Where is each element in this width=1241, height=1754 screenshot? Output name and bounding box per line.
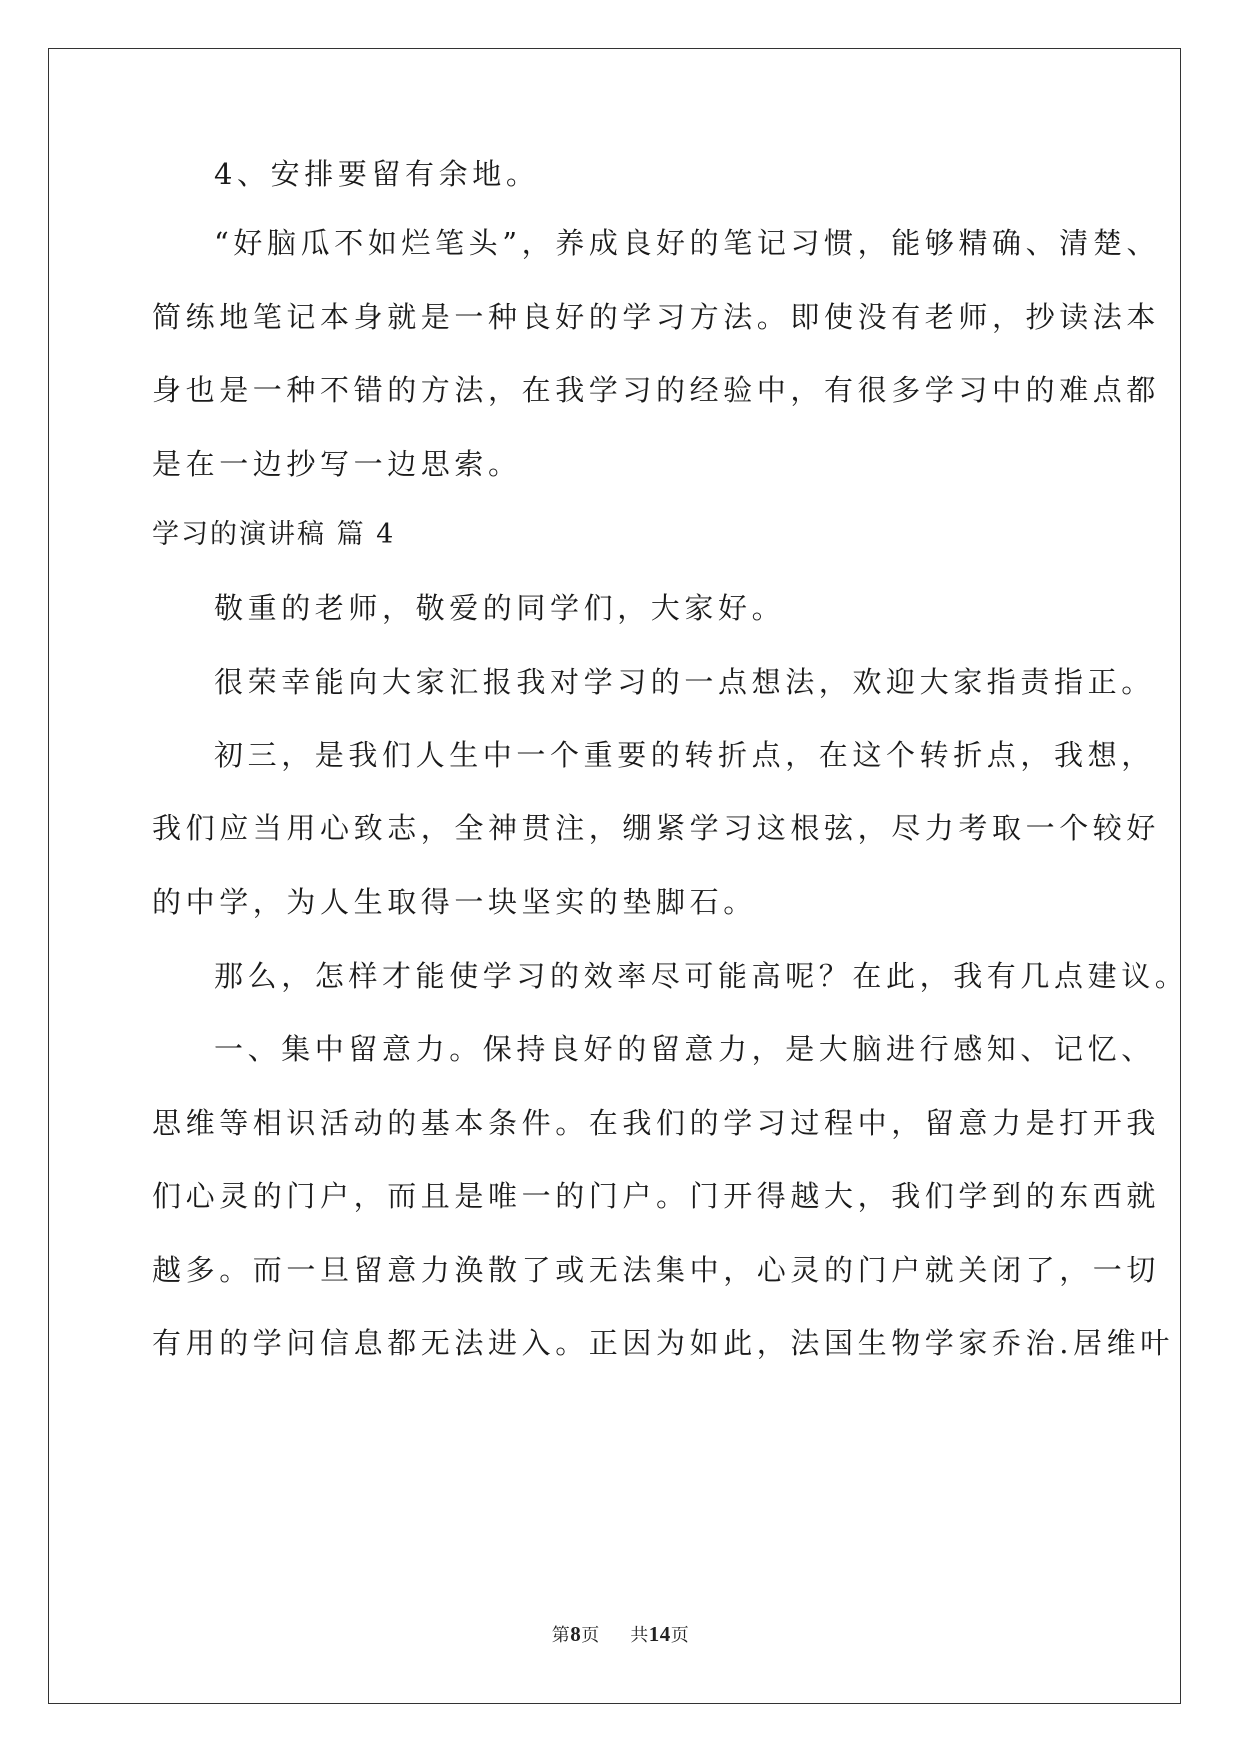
paragraph-line: 有用的学问信息都无法进入。正因为如此，法国生物学家乔治.居维叶 [152,1326,1174,1360]
current-page-number: 8 [570,1622,582,1646]
paragraph-line: 初三，是我们人生中一个重要的转折点，在这个转折点，我想， [214,738,1155,772]
total-pages-label: 共14页 [630,1622,690,1646]
page-number-label: 第8页 [551,1622,600,1646]
paragraph-line: 4、安排要留有余地。 [214,157,540,191]
page-footer [0,1621,1241,1647]
paragraph-line: 越多。而一旦留意力涣散了或无法集中，心灵的门户就关闭了，一切 [152,1253,1161,1287]
section-heading: 学习的演讲稿 篇 4 [152,519,396,550]
paragraph-line: 思维等相识活动的基本条件。在我们的学习过程中，留意力是打开我 [152,1106,1161,1140]
paragraph-line: 的中学，为人生取得一块坚实的垫脚石。 [152,885,757,919]
paragraph-line: 那么，怎样才能使学习的效率尽可能高呢？在此，我有几点建议。 [214,959,1189,993]
paragraph-line: 很荣幸能向大家汇报我对学习的一点想法，欢迎大家指责指正。 [214,665,1155,699]
paragraph-line: 们心灵的门户，而且是唯一的门户。门开得越大，我们学到的东西就 [152,1179,1161,1213]
paragraph-line: 敬重的老师，敬爱的同学们，大家好。 [214,591,786,625]
paragraph-line: 简练地笔记本身就是一种良好的学习方法。即使没有老师，抄读法本 [152,300,1161,334]
paragraph-line: 身也是一种不错的方法，在我学习的经验中，有很多学习中的难点都 [152,373,1161,407]
total-page-count: 14 [648,1622,671,1646]
paragraph-line: 一、集中留意力。保持良好的留意力，是大脑进行感知、记忆、 [214,1032,1155,1066]
paragraph-line: “好脑瓜不如烂笔头”，养成良好的笔记习惯，能够精确、清楚、 [214,226,1161,260]
paragraph-line: 我们应当用心致志，全神贯注，绷紧学习这根弦，尽力考取一个较好 [152,811,1161,845]
paragraph-line: 是在一边抄写一边思索。 [152,447,522,481]
